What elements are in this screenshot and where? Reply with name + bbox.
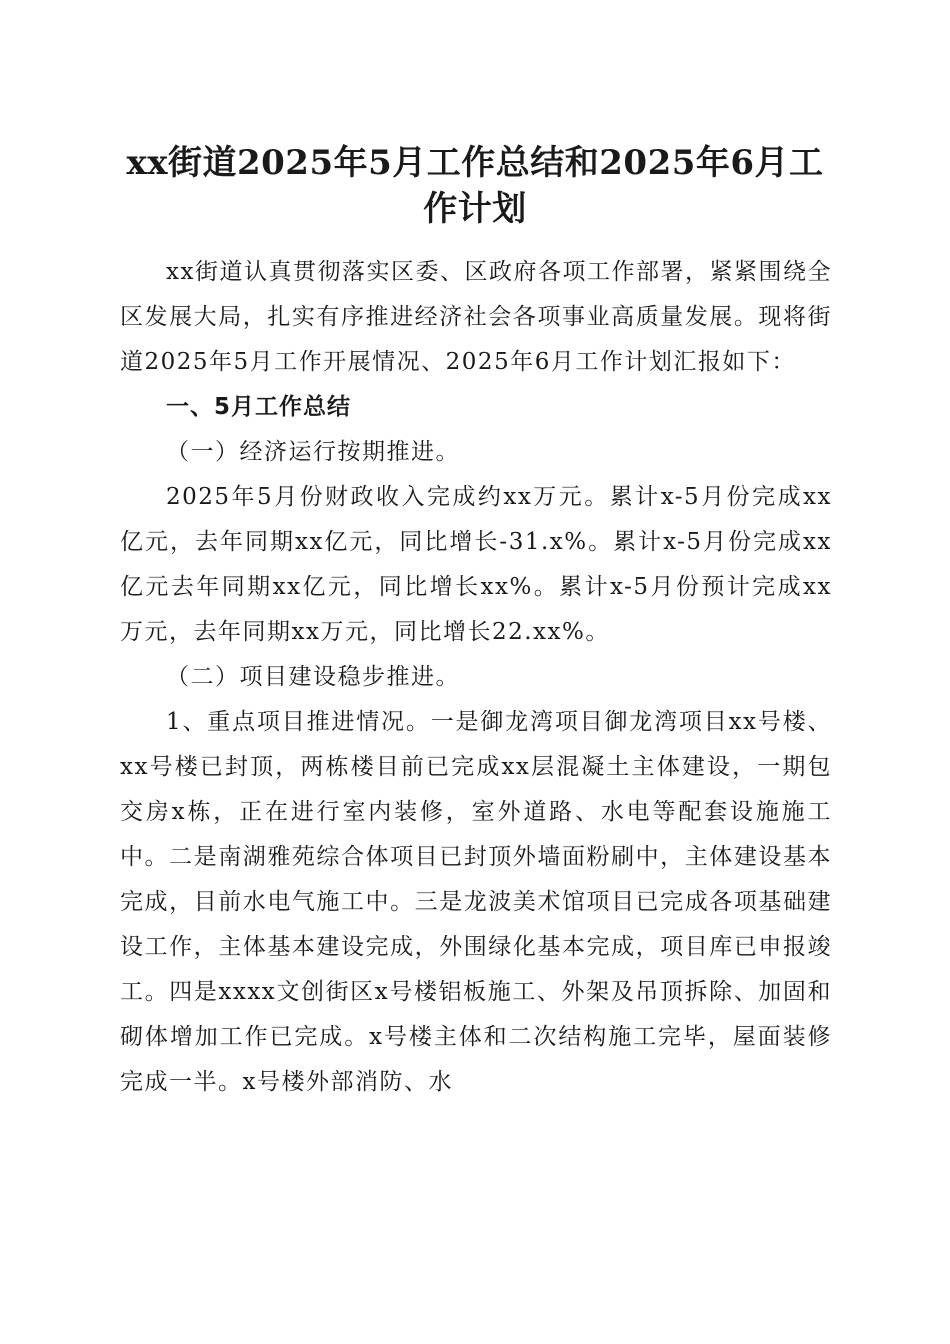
projects-paragraph: 1、重点项目推进情况。一是御龙湾项目御龙湾项目xx号楼、xx号楼已封顶，两栋楼目前已完成xx层混凝土主体建设，一期包交房x栋，正在进行室内装修，室外道路、水电等配套设施施工中。二是南湖雅苑综合体项目已封顶外墙面粉刷中，主体建设基本完成，目前水电气施工中。三是龙波美术馆项目已完成各项基础建设工作，主体基本建设完成，外围绿化基本完成，项目库已申报竣工。四是xxxx文创街区x号楼铝板施工、外架及吊顶拆除、加固和砌体增加工作已完成。x号楼主体和二次结构施工完毕，屋面装修完成一半。x号楼外部消防、水 [120, 709, 832, 1095]
economy-paragraph: 2025年5月份财政收入完成约xx万元。累计x-5月份完成xx亿元，去年同期xx亿元，同比增长-31.x%。累计x-5月份完成xx亿元去年同期xx亿元，同比增长xx%。累计x-5月份预计完成xx万元，去年同期xx万元，同比增长22.xx%。 [120, 484, 832, 645]
subsection-heading: （二）项目建设稳步推进。 [166, 664, 460, 690]
section-heading: 一、5月工作总结 [166, 394, 352, 420]
document-title [100, 140, 850, 232]
intro-paragraph: xx街道认真贯彻落实区委、区政府各项工作部署，紧紧围绕全区发展大局，扎实有序推进经济社会各项事业高质量发展。现将街道2025年5月工作开展情况、2025年6月工作计划汇报如下： [120, 259, 832, 375]
document-body [120, 250, 832, 1105]
title-line-2: 作计划 [423, 189, 527, 229]
title-line-1: xx街道2025年5月工作总结和2025年6月工 [126, 143, 824, 183]
subsection-heading: （一）经济运行按期推进。 [166, 439, 460, 465]
